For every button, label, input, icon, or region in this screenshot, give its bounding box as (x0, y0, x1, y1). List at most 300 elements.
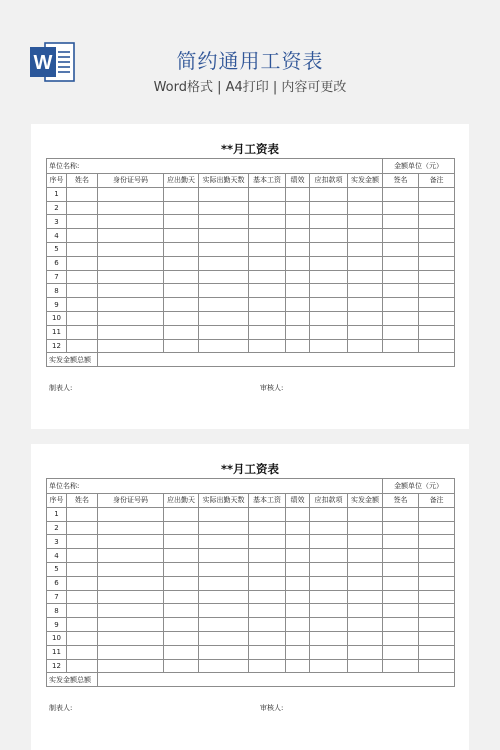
currency-unit-label: 金额单位（元） (383, 159, 455, 174)
table-cell[interactable] (98, 339, 164, 353)
column-header: 绩效 (286, 174, 310, 188)
row-number[interactable]: 12 (47, 339, 67, 353)
table-cell[interactable] (348, 256, 383, 270)
table-cell[interactable] (67, 604, 98, 618)
table-cell[interactable] (310, 242, 348, 256)
table-cell[interactable] (249, 535, 286, 549)
table-cell[interactable] (383, 284, 419, 298)
table-cell[interactable] (164, 507, 199, 521)
table-cell[interactable] (98, 590, 164, 604)
table-cell[interactable] (286, 604, 310, 618)
table-cell[interactable] (286, 618, 310, 632)
table-cell[interactable] (419, 507, 455, 521)
table-cell[interactable] (348, 284, 383, 298)
table-cell[interactable] (199, 590, 249, 604)
table-cell[interactable] (249, 256, 286, 270)
unit-name-label: 单位名称: (47, 159, 383, 174)
table-cell[interactable] (383, 549, 419, 563)
table-cell[interactable] (67, 590, 98, 604)
table-cell[interactable] (199, 201, 249, 215)
column-header: 身份证号码 (98, 494, 164, 508)
row-number[interactable]: 9 (47, 618, 67, 632)
table-cell[interactable] (249, 576, 286, 590)
row-number[interactable]: 10 (47, 631, 67, 645)
table-cell[interactable] (286, 215, 310, 229)
table-cell[interactable] (164, 187, 199, 201)
table-cell[interactable] (310, 549, 348, 563)
sheet-footer (49, 703, 449, 715)
table-cell[interactable] (383, 604, 419, 618)
table-cell[interactable] (199, 631, 249, 645)
table-cell[interactable] (286, 229, 310, 243)
maker-label: 制表人: (49, 384, 73, 392)
table-cell[interactable] (199, 535, 249, 549)
table-cell[interactable] (164, 242, 199, 256)
table-cell[interactable] (286, 187, 310, 201)
table-cell[interactable] (286, 549, 310, 563)
table-cell[interactable] (383, 256, 419, 270)
table-cell[interactable] (286, 507, 310, 521)
table-cell[interactable] (98, 521, 164, 535)
table-cell[interactable] (67, 284, 98, 298)
table-cell[interactable] (98, 645, 164, 659)
currency-unit-label: 金额单位（元） (383, 479, 455, 494)
table-cell[interactable] (348, 521, 383, 535)
column-header: 应扣款项 (310, 494, 348, 508)
table-cell[interactable] (419, 576, 455, 590)
table-cell[interactable] (164, 201, 199, 215)
payroll-table (46, 478, 455, 687)
table-cell[interactable] (249, 339, 286, 353)
table-cell[interactable] (383, 311, 419, 325)
table-row (47, 284, 455, 298)
row-number[interactable]: 11 (47, 645, 67, 659)
table-cell[interactable] (310, 604, 348, 618)
table-cell[interactable] (348, 229, 383, 243)
table-cell[interactable] (249, 215, 286, 229)
table-cell[interactable] (67, 215, 98, 229)
row-number[interactable]: 7 (47, 590, 67, 604)
row-number[interactable]: 3 (47, 215, 67, 229)
table-row (47, 549, 455, 563)
table-cell[interactable] (383, 229, 419, 243)
table-cell[interactable] (419, 645, 455, 659)
table-cell[interactable] (249, 201, 286, 215)
row-number[interactable]: 2 (47, 521, 67, 535)
table-cell[interactable] (419, 298, 455, 312)
table-cell[interactable] (310, 201, 348, 215)
total-row (47, 673, 455, 687)
table-cell[interactable] (348, 339, 383, 353)
table-cell[interactable] (67, 645, 98, 659)
table-cell[interactable] (419, 256, 455, 270)
table-cell[interactable] (310, 270, 348, 284)
table-cell[interactable] (286, 645, 310, 659)
table-cell[interactable] (310, 311, 348, 325)
table-cell[interactable] (98, 284, 164, 298)
table-cell[interactable] (286, 311, 310, 325)
table-cell[interactable] (383, 187, 419, 201)
row-number[interactable]: 4 (47, 229, 67, 243)
table-cell[interactable] (310, 521, 348, 535)
table-cell[interactable] (164, 325, 199, 339)
table-cell[interactable] (164, 535, 199, 549)
table-cell[interactable] (310, 576, 348, 590)
table-cell[interactable] (419, 549, 455, 563)
table-cell[interactable] (98, 549, 164, 563)
table-cell[interactable] (419, 604, 455, 618)
table-cell[interactable] (67, 631, 98, 645)
table-cell[interactable] (67, 298, 98, 312)
payroll-table (46, 158, 455, 367)
table-cell[interactable] (199, 576, 249, 590)
table-cell[interactable] (286, 631, 310, 645)
table-cell[interactable] (348, 535, 383, 549)
table-cell[interactable] (98, 201, 164, 215)
table-cell[interactable] (383, 590, 419, 604)
column-header: 实际出勤天数 (199, 174, 249, 188)
table-cell[interactable] (164, 659, 199, 673)
table-cell[interactable] (419, 229, 455, 243)
table-cell[interactable] (286, 576, 310, 590)
table-cell[interactable] (67, 242, 98, 256)
table-cell[interactable] (249, 311, 286, 325)
total-value-cell[interactable] (98, 673, 455, 687)
table-cell[interactable] (164, 576, 199, 590)
table-cell[interactable] (164, 311, 199, 325)
table-cell[interactable] (383, 576, 419, 590)
table-cell[interactable] (310, 535, 348, 549)
table-cell[interactable] (383, 270, 419, 284)
table-cell[interactable] (286, 270, 310, 284)
table-cell[interactable] (383, 298, 419, 312)
column-header: 基本工资 (249, 174, 286, 188)
table-cell[interactable] (348, 618, 383, 632)
table-cell[interactable] (164, 521, 199, 535)
table-cell[interactable] (98, 618, 164, 632)
table-cell[interactable] (348, 645, 383, 659)
table-cell[interactable] (286, 590, 310, 604)
row-number[interactable]: 12 (47, 659, 67, 673)
checker-label: 审核人: (260, 384, 284, 392)
table-cell[interactable] (199, 562, 249, 576)
row-number[interactable]: 10 (47, 311, 67, 325)
table-cell[interactable] (310, 562, 348, 576)
table-cell[interactable] (67, 201, 98, 215)
table-cell[interactable] (419, 325, 455, 339)
table-cell[interactable] (383, 242, 419, 256)
table-cell[interactable] (419, 270, 455, 284)
table-cell[interactable] (286, 298, 310, 312)
table-cell[interactable] (164, 645, 199, 659)
table-cell[interactable] (348, 549, 383, 563)
table-cell[interactable] (286, 339, 310, 353)
table-cell[interactable] (383, 562, 419, 576)
table-cell[interactable] (67, 339, 98, 353)
total-value-cell[interactable] (98, 353, 455, 367)
table-cell[interactable] (419, 590, 455, 604)
maker-label: 制表人: (49, 704, 73, 712)
table-cell[interactable] (419, 201, 455, 215)
table-cell[interactable] (419, 215, 455, 229)
table-cell[interactable] (310, 590, 348, 604)
table-cell[interactable] (98, 507, 164, 521)
table-cell[interactable] (310, 659, 348, 673)
table-cell[interactable] (249, 590, 286, 604)
table-cell[interactable] (67, 256, 98, 270)
column-header: 实发金额 (348, 174, 383, 188)
total-label: 实发金额总额 (47, 673, 98, 687)
table-cell[interactable] (164, 604, 199, 618)
table-cell[interactable] (383, 201, 419, 215)
table-cell[interactable] (286, 201, 310, 215)
table-cell[interactable] (199, 659, 249, 673)
table-cell[interactable] (199, 521, 249, 535)
table-cell[interactable] (286, 242, 310, 256)
table-cell[interactable] (98, 298, 164, 312)
table-cell[interactable] (249, 507, 286, 521)
table-cell[interactable] (348, 576, 383, 590)
table-cell[interactable] (286, 521, 310, 535)
table-cell[interactable] (164, 298, 199, 312)
table-cell[interactable] (310, 645, 348, 659)
table-cell[interactable] (164, 215, 199, 229)
table-cell[interactable] (199, 618, 249, 632)
column-header-row (47, 174, 455, 188)
table-cell[interactable] (164, 631, 199, 645)
table-cell[interactable] (348, 215, 383, 229)
table-cell[interactable] (348, 311, 383, 325)
table-cell[interactable] (199, 507, 249, 521)
table-cell[interactable] (249, 187, 286, 201)
table-cell[interactable] (310, 256, 348, 270)
table-cell[interactable] (383, 325, 419, 339)
table-cell[interactable] (67, 659, 98, 673)
table-cell[interactable] (419, 187, 455, 201)
table-cell[interactable] (249, 659, 286, 673)
table-cell[interactable] (419, 311, 455, 325)
table-cell[interactable] (98, 311, 164, 325)
row-number[interactable]: 4 (47, 549, 67, 563)
table-cell[interactable] (383, 631, 419, 645)
table-cell[interactable] (383, 618, 419, 632)
table-cell[interactable] (67, 325, 98, 339)
table-cell[interactable] (286, 284, 310, 298)
table-cell[interactable] (164, 562, 199, 576)
table-cell[interactable] (310, 229, 348, 243)
table-cell[interactable] (348, 659, 383, 673)
table-cell[interactable] (348, 187, 383, 201)
table-cell[interactable] (348, 325, 383, 339)
table-row (47, 562, 455, 576)
table-cell[interactable] (348, 242, 383, 256)
table-cell[interactable] (67, 562, 98, 576)
table-cell[interactable] (98, 631, 164, 645)
table-cell[interactable] (383, 659, 419, 673)
table-cell[interactable] (98, 187, 164, 201)
table-cell[interactable] (199, 270, 249, 284)
table-cell[interactable] (348, 631, 383, 645)
table-cell[interactable] (419, 284, 455, 298)
table-cell[interactable] (164, 256, 199, 270)
table-row (47, 298, 455, 312)
row-number[interactable]: 11 (47, 325, 67, 339)
table-cell[interactable] (348, 604, 383, 618)
row-number[interactable]: 8 (47, 284, 67, 298)
table-cell[interactable] (310, 339, 348, 353)
table-cell[interactable] (310, 187, 348, 201)
table-cell[interactable] (348, 507, 383, 521)
table-cell[interactable] (419, 562, 455, 576)
table-cell[interactable] (249, 242, 286, 256)
table-cell[interactable] (286, 325, 310, 339)
table-cell[interactable] (249, 631, 286, 645)
table-cell[interactable] (419, 659, 455, 673)
table-cell[interactable] (310, 215, 348, 229)
sheet-title: **月工资表 (220, 462, 280, 476)
table-cell[interactable] (164, 270, 199, 284)
table-cell[interactable] (348, 270, 383, 284)
table-cell[interactable] (249, 521, 286, 535)
table-cell[interactable] (249, 618, 286, 632)
table-cell[interactable] (286, 562, 310, 576)
table-cell[interactable] (383, 645, 419, 659)
table-cell[interactable] (98, 576, 164, 590)
table-cell[interactable] (98, 215, 164, 229)
table-row (47, 256, 455, 270)
row-number[interactable]: 8 (47, 604, 67, 618)
table-cell[interactable] (199, 325, 249, 339)
table-cell[interactable] (419, 242, 455, 256)
table-cell[interactable] (348, 562, 383, 576)
table-cell[interactable] (164, 339, 199, 353)
table-cell[interactable] (383, 521, 419, 535)
unit-name-label: 单位名称: (47, 479, 383, 494)
table-cell[interactable] (67, 618, 98, 632)
table-cell[interactable] (310, 618, 348, 632)
table-cell[interactable] (67, 270, 98, 284)
table-cell[interactable] (98, 535, 164, 549)
table-cell[interactable] (249, 298, 286, 312)
table-cell[interactable] (286, 535, 310, 549)
table-cell[interactable] (383, 339, 419, 353)
table-cell[interactable] (199, 339, 249, 353)
row-number[interactable]: 3 (47, 535, 67, 549)
table-cell[interactable] (164, 229, 199, 243)
table-cell[interactable] (164, 284, 199, 298)
table-cell[interactable] (310, 631, 348, 645)
table-cell[interactable] (249, 604, 286, 618)
table-cell[interactable] (419, 521, 455, 535)
table-cell[interactable] (310, 284, 348, 298)
table-cell[interactable] (419, 631, 455, 645)
column-header: 应扣款项 (310, 174, 348, 188)
row-number[interactable]: 1 (47, 187, 67, 201)
table-cell[interactable] (67, 311, 98, 325)
table-cell[interactable] (199, 256, 249, 270)
table-cell[interactable] (249, 229, 286, 243)
table-cell[interactable] (419, 535, 455, 549)
table-cell[interactable] (286, 256, 310, 270)
row-number[interactable]: 2 (47, 201, 67, 215)
word-logo-letter: W (33, 52, 53, 74)
table-cell[interactable] (199, 645, 249, 659)
row-number[interactable]: 7 (47, 270, 67, 284)
table-cell[interactable] (199, 549, 249, 563)
row-number[interactable]: 6 (47, 256, 67, 270)
table-cell[interactable] (199, 242, 249, 256)
table-cell[interactable] (67, 535, 98, 549)
table-cell[interactable] (67, 521, 98, 535)
table-cell[interactable] (249, 270, 286, 284)
sheet-info-row (47, 159, 455, 174)
table-row (47, 507, 455, 521)
table-cell[interactable] (249, 549, 286, 563)
table-cell[interactable] (249, 284, 286, 298)
table-cell[interactable] (310, 298, 348, 312)
table-cell[interactable] (383, 535, 419, 549)
table-cell[interactable] (164, 618, 199, 632)
table-cell[interactable] (286, 659, 310, 673)
table-cell[interactable] (98, 270, 164, 284)
table-cell[interactable] (419, 618, 455, 632)
row-number[interactable]: 9 (47, 298, 67, 312)
row-number[interactable]: 5 (47, 562, 67, 576)
table-cell[interactable] (67, 549, 98, 563)
table-cell[interactable] (98, 604, 164, 618)
table-cell[interactable] (419, 339, 455, 353)
checker-label: 审核人: (260, 704, 284, 712)
table-cell[interactable] (164, 549, 199, 563)
table-cell[interactable] (67, 229, 98, 243)
table-cell[interactable] (199, 284, 249, 298)
table-cell[interactable] (383, 507, 419, 521)
table-cell[interactable] (249, 562, 286, 576)
table-cell[interactable] (199, 215, 249, 229)
page-title: 简约通用工资表 (176, 49, 324, 73)
table-cell[interactable] (249, 325, 286, 339)
table-cell[interactable] (67, 507, 98, 521)
row-number[interactable]: 6 (47, 576, 67, 590)
table-cell[interactable] (310, 507, 348, 521)
total-label: 实发金额总额 (47, 353, 98, 367)
table-cell[interactable] (199, 298, 249, 312)
table-cell[interactable] (310, 325, 348, 339)
table-cell[interactable] (199, 229, 249, 243)
table-cell[interactable] (199, 604, 249, 618)
table-cell[interactable] (98, 562, 164, 576)
table-cell[interactable] (98, 325, 164, 339)
table-cell[interactable] (249, 645, 286, 659)
row-number[interactable]: 1 (47, 507, 67, 521)
column-header: 身份证号码 (98, 174, 164, 188)
table-cell[interactable] (98, 659, 164, 673)
table-cell[interactable] (98, 229, 164, 243)
table-cell[interactable] (348, 201, 383, 215)
table-cell[interactable] (348, 590, 383, 604)
table-cell[interactable] (348, 298, 383, 312)
table-cell[interactable] (67, 576, 98, 590)
table-cell[interactable] (199, 187, 249, 201)
table-cell[interactable] (199, 311, 249, 325)
table-cell[interactable] (98, 256, 164, 270)
table-cell[interactable] (98, 242, 164, 256)
row-number[interactable]: 5 (47, 242, 67, 256)
table-cell[interactable] (383, 215, 419, 229)
table-cell[interactable] (67, 187, 98, 201)
table-cell[interactable] (164, 590, 199, 604)
table-row (47, 325, 455, 339)
